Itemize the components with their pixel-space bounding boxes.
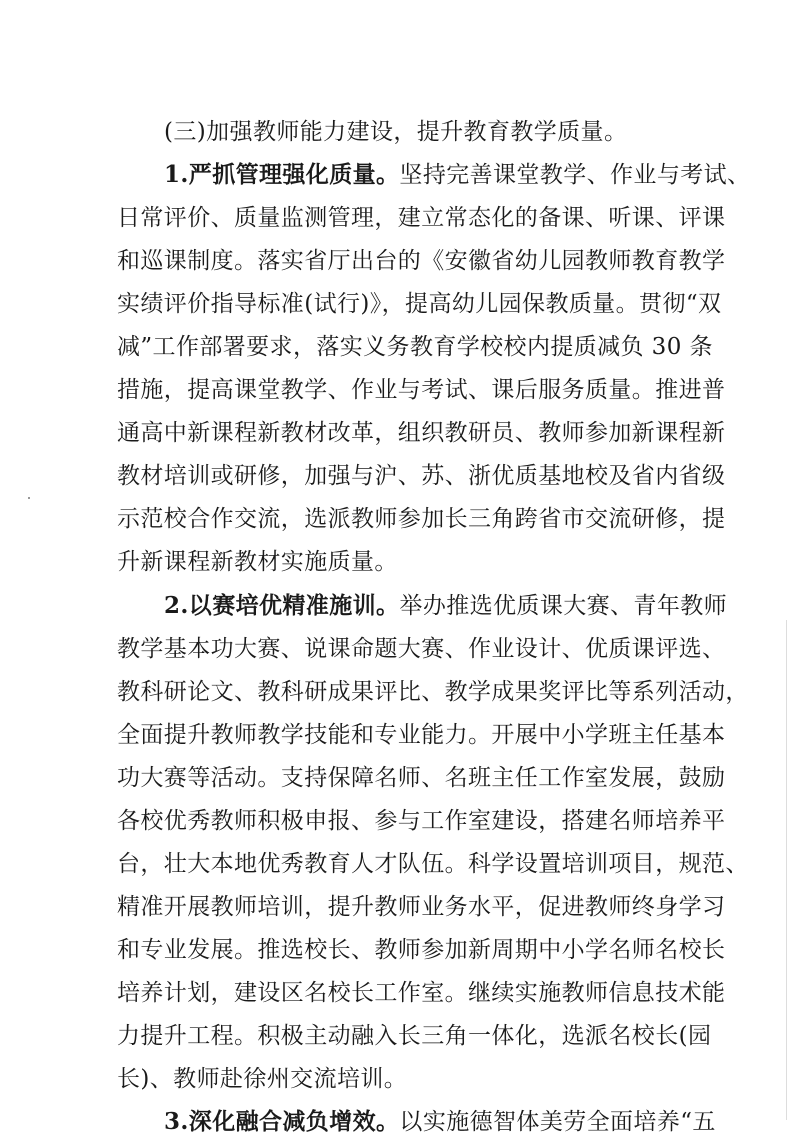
item-title: 3.深化融合减负增效。 — [164, 1108, 400, 1135]
paragraph-line: 和专业发展。推选校长、教师参加新周期中小学名师名校长 — [117, 937, 726, 963]
paragraph-line: 减”工作部署要求，落实义务教育学校校内提质减负 30 条 — [117, 334, 713, 360]
paragraph-line: 实绩评价指导标准(试行)》，提高幼儿园保教质量。贯彻“双 — [117, 291, 722, 317]
line-text: 以实施德智体美劳全面培养“五 — [399, 1109, 716, 1135]
paragraph-line: 示范校合作交流，选派教师参加长三角跨省市交流研修，提 — [117, 506, 726, 532]
item-title: 2.以赛培优精准施训。 — [164, 592, 400, 619]
line-text: 举办推选优质课大赛、青年教师 — [399, 593, 728, 619]
paragraph-line: 长)、教师赴徐州交流培训。 — [117, 1066, 408, 1092]
paragraph-line: 教科研论文、教科研成果评比、教学成果奖评比等系列活动， — [117, 679, 749, 705]
paragraph-line: 各校优秀教师积极申报、参与工作室建设，搭建名师培养平 — [117, 808, 726, 834]
paragraph-line: 和巡课制度。落实省厅出台的《安徽省幼儿园教师教育教学 — [117, 248, 726, 274]
paragraph-line — [164, 1102, 716, 1142]
paragraph-line — [164, 155, 751, 195]
section-heading: (三)加强教师能力建设，提升教育教学质量。 — [164, 119, 628, 145]
paragraph-line: 教材培训或研修，加强与沪、苏、浙优质基地校及省内省级 — [117, 463, 726, 489]
paragraph-line: 全面提升教师教学技能和专业能力。开展中小学班主任基本 — [117, 722, 726, 748]
scan-speck — [28, 497, 30, 499]
paragraph-line: 措施，提高课堂教学、作业与考试、课后服务质量。推进普 — [117, 377, 726, 403]
paragraph-line: 培养计划，建设区名校长工作室。继续实施教师信息技术能 — [117, 980, 726, 1006]
scan-edge — [786, 620, 787, 1120]
paragraph-line: 力提升工程。积极主动融入长三角一体化，选派名校长(园 — [117, 1023, 712, 1049]
paragraph-line: 精准开展教师培训，提升教师业务水平，促进教师终身学习 — [117, 894, 726, 920]
paragraph-line: 通高中新课程新教材改革，组织教研员、教师参加新课程新 — [117, 420, 726, 446]
paragraph-line: 功大赛等活动。支持保障名师、名班主任工作室发展，鼓励 — [117, 765, 726, 791]
paragraph-line: 升新课程新教材实施质量。 — [117, 549, 398, 575]
item-title: 1.严抓管理强化质量。 — [164, 161, 400, 188]
line-text: 坚持完善课堂教学、作业与考试、 — [399, 162, 751, 188]
paragraph-line: 日常评价、质量监测管理，建立常态化的备课、听课、评课 — [117, 205, 726, 231]
paragraph-line: 台，壮大本地优秀教育人才队伍。科学设置培训项目，规范、 — [117, 851, 749, 877]
paragraph-line: 教学基本功大赛、说课命题大赛、作业设计、优质课评选、 — [117, 636, 726, 662]
paragraph-line — [164, 586, 728, 626]
